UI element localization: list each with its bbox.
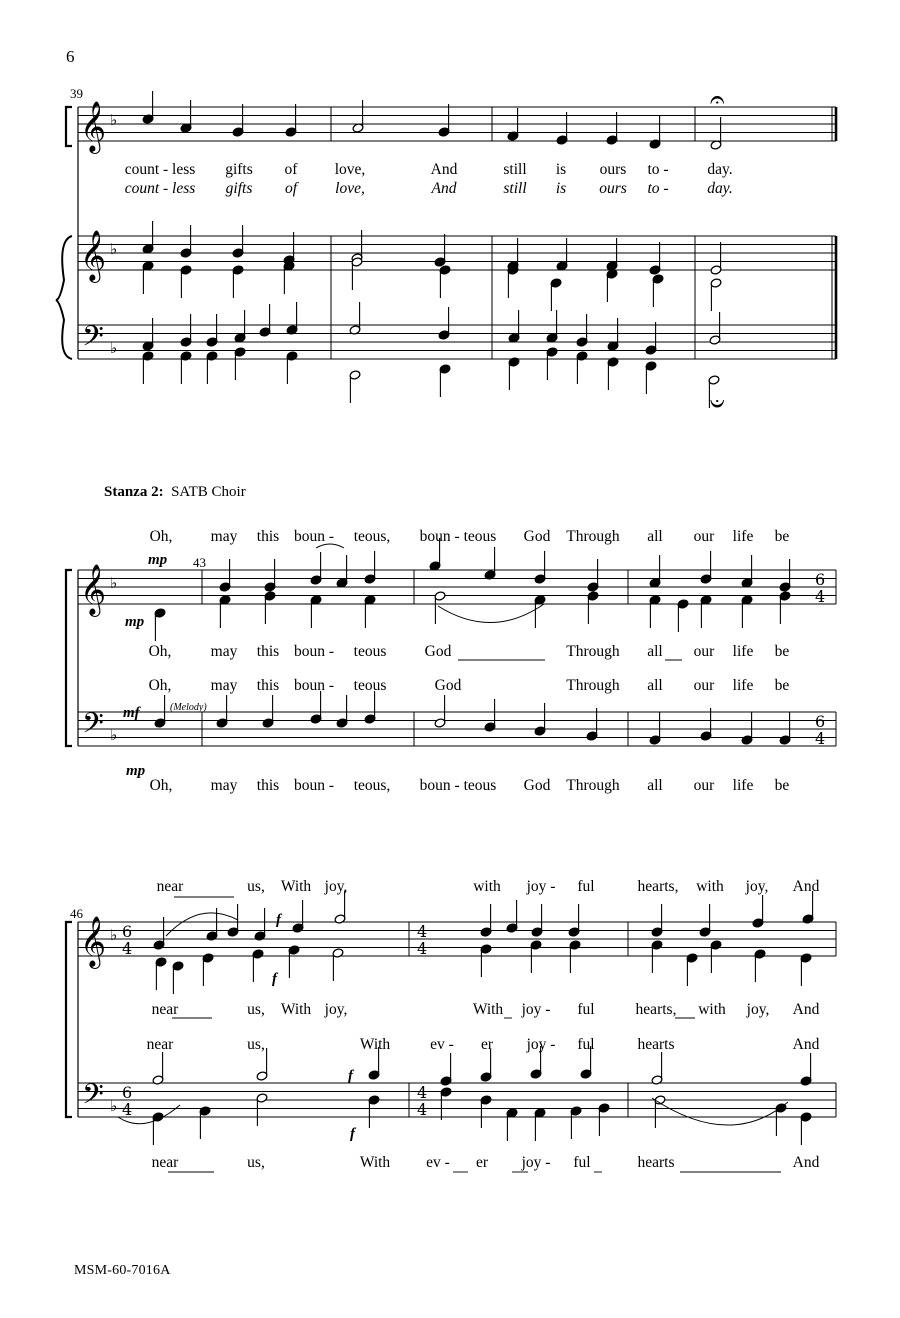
stanza-voicing: SATB Choir [171,484,246,500]
lyric-syllable: us, [247,1154,265,1171]
lyric-syllable: near [156,878,184,895]
time-sig: 4 [815,587,826,606]
dynamic-tenor: mf [123,705,140,721]
lyric-syllable: boun - [293,528,335,545]
lyric-syllable: God [523,528,551,545]
treble-clef-icon: 𝄞 [80,564,107,615]
lyric-syllable: Through [566,677,620,694]
lyric-syllable: may [210,677,238,694]
lyric-syllable: our [693,643,715,660]
dynamic-soprano-f: f [276,912,281,928]
lyric-syllable: day. [707,180,733,197]
lyric-syllable: er [475,1154,489,1171]
lyric-syllable: hearts, [637,878,679,895]
time-sig: 4 [417,939,428,958]
measure-number-43: 43 [193,555,206,570]
lyric-syllable: with [696,878,724,895]
slur [316,544,344,548]
lyric-syllable: Oh, [149,528,173,545]
lyric-syllable: love, [335,180,365,197]
lyric-syllable: be [774,528,790,545]
lyric-syllable: And [792,878,820,895]
lyric-syllable: ful [573,1154,591,1171]
lyric-syllable: joy - [526,1036,556,1053]
lyric-syllable: all [647,677,663,694]
lyric-syllable: With [280,1001,312,1018]
lyric-syllable: still [503,161,527,178]
time-sig: 6 [122,922,133,941]
lyric-syllable: teous [353,677,387,694]
lyric-syllable: is [555,180,567,197]
tie [438,604,544,623]
lyric-syllable: all [647,777,663,794]
bracket [66,922,72,1117]
lyric-syllable: our [693,677,715,694]
lyric-syllable: hearts [637,1154,675,1171]
time-sig: 4 [417,1083,428,1102]
lyric-syllable: this [256,528,280,545]
lyric-syllable: Oh, [149,777,173,794]
fermata-icon: 𝄑 [710,389,725,419]
lyric-syllable: us, [247,1001,265,1018]
lyric-syllable: still [503,180,527,197]
lyric-syllable: this [256,777,280,794]
treble-clef-icon: 𝄞 [80,230,107,281]
treble-clef-icon: 𝄞 [80,101,107,152]
lyric-syllable: our [693,528,715,545]
lyric-syllable: God [424,643,452,660]
measure-number-39: 39 [70,86,83,101]
lyric-syllable: Through [566,528,620,545]
lyric-syllable: ful [577,878,595,895]
flat-icon: ♭ [110,1097,118,1115]
lyric-syllable: joy, [746,1001,770,1018]
stanza-label: Stanza 2: [104,484,164,500]
lyric-syllable: is [555,161,567,178]
lyric-syllable: may [210,777,238,794]
dynamic-alto-f: f [272,971,277,987]
dynamic-alto: mp [125,614,145,630]
lyric-syllable: be [774,677,790,694]
lyric-syllable: life [732,643,754,660]
lyric-syllable: of [284,161,298,178]
time-sig: 4 [122,939,133,958]
lyric-syllable: With [359,1036,391,1053]
lyric-syllable: joy - [521,1001,551,1018]
slur [166,913,238,936]
flat-icon: ♭ [110,726,118,744]
measure-number-46: 46 [70,906,83,921]
lyric-syllable: Oh, [148,643,172,660]
lyric-syllable: And [430,161,458,178]
catalog-code: MSM-60-7016A [74,1263,171,1278]
lyric-syllable: And [792,1036,820,1053]
page-number: 6 [66,47,75,66]
brace [56,236,72,359]
dynamic-soprano: mp [148,552,168,568]
lyric-syllable: with [473,878,501,895]
lyric-syllable: joy - [521,1154,551,1171]
lyric-syllable: to - [647,180,669,197]
lyric-syllable: near [146,1036,174,1053]
lyric-syllable: ful [577,1036,595,1053]
slur [652,1098,788,1125]
time-sig: 4 [417,922,428,941]
flat-icon: ♭ [110,240,118,258]
lyric-syllable: joy, [745,878,769,895]
time-sig: 4 [815,729,826,748]
lyric-syllable: With [359,1154,391,1171]
lyric-syllable: be [774,777,790,794]
lyric-syllable: ful [577,1001,595,1018]
lyric-syllable: Through [566,643,620,660]
lyric-syllable: joy, [324,1001,348,1018]
lyric-syllable: be [774,643,790,660]
lyric-syllable: teous, [353,777,391,794]
lyric-syllable: boun - [293,643,335,660]
bass-clef-icon: 𝄢 [82,707,104,747]
lyric-syllable: God [523,777,551,794]
lyric-syllable: to - [647,161,669,178]
lyric-syllable: er [480,1036,494,1053]
time-sig: 4 [417,1100,428,1119]
lyric-syllable: joy - [526,878,556,895]
lyric-syllable: teous [353,643,387,660]
lyric-syllable: And [431,180,457,197]
lyric-syllable: gifts [225,161,253,178]
lyric-syllable: may [210,528,238,545]
flat-icon: ♭ [110,111,118,129]
bass-clef-icon: 𝄢 [82,1078,104,1118]
lyric-syllable: life [732,677,754,694]
time-sig: 6 [815,570,826,589]
lyric-syllable: boun - teous [419,777,497,794]
bass-clef-icon: 𝄢 [82,320,104,360]
dynamic-tenor-f: f [348,1068,353,1084]
lyric-syllable: this [256,643,280,660]
lyric-syllable: ours [599,180,627,197]
lyric-syllable: ev - [426,1154,450,1171]
bracket [66,107,72,146]
lyric-syllable: our [693,777,715,794]
lyric-syllable: of [284,180,298,197]
lyric-syllable: count - less [124,180,196,197]
treble-clef-icon: 𝄞 [80,916,107,967]
melody-marker: (Melody) [170,702,207,713]
lyric-syllable: us, [247,1036,265,1053]
lyric-syllable: Oh, [148,677,172,694]
lyric-syllable: with [698,1001,726,1018]
lyric-syllable: And [792,1154,820,1171]
notation [80,85,825,1172]
lyric-syllable: Through [566,777,620,794]
lyric-syllable: near [151,1154,179,1171]
time-sig: 6 [122,1083,133,1102]
lyric-syllable: With [472,1001,504,1018]
lyric-syllable: And [792,1001,820,1018]
time-sig: 6 [815,712,826,731]
flat-icon: ♭ [110,574,118,592]
lyric-syllable: boun - [293,777,335,794]
lyric-syllable: hearts, [635,1001,677,1018]
dynamic-bass: mp [126,763,146,779]
lyric-syllable: ours [599,161,627,178]
lyric-syllable: all [647,528,663,545]
lyric-syllable: may [210,643,238,660]
flat-icon: ♭ [110,926,118,944]
lyric-syllable: teous, [353,528,391,545]
fermata-icon: 𝄐 [710,85,725,115]
dynamic-bass-f: f [350,1126,355,1142]
lyric-syllable: count - less [124,161,196,178]
lyric-syllable: ev - [430,1036,454,1053]
lyric-syllable: life [732,777,754,794]
bracket [66,570,72,746]
lyric-syllable: love, [334,161,366,178]
lyric-syllable: boun - [293,677,335,694]
lyric-syllable: day. [707,161,733,178]
time-sig: 4 [122,1100,133,1119]
lyric-syllable: hearts [637,1036,675,1053]
flat-icon: ♭ [110,339,118,357]
lyric-syllable: near [151,1001,179,1018]
lyric-syllable: God [434,677,462,694]
lyric-syllable: joy, [324,878,348,895]
lyric-syllable: boun - teous [419,528,497,545]
lyric-syllable: life [732,528,754,545]
lyric-syllable: gifts [225,180,253,197]
lyric-syllable: this [256,677,280,694]
lyric-syllable: all [647,643,663,660]
lyric-syllable: us, [247,878,265,895]
lyric-syllable: With [280,878,312,895]
